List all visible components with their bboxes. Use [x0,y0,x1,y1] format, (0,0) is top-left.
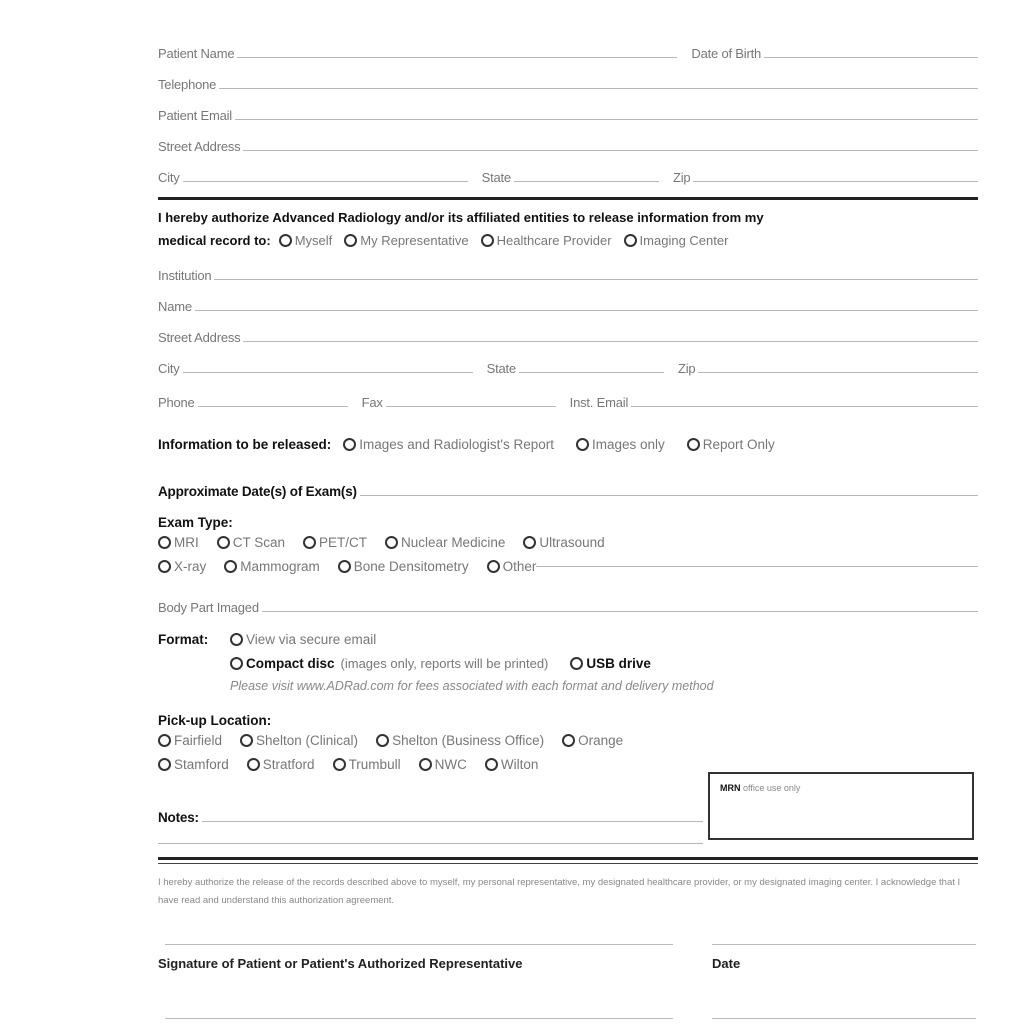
exam-x-ray[interactable] [158,559,206,574]
pickup-stamford[interactable] [158,757,229,772]
exam-type-row2 [158,554,978,578]
radio-icon [158,560,171,573]
pickup-orange[interactable] [562,733,623,748]
radio-icon [523,536,536,549]
authorization-line2: medical record to: [158,233,271,248]
option-label: View via secure email [246,631,377,647]
format-secure-email[interactable] [230,632,376,647]
recipient-city-field[interactable] [183,372,473,373]
info-images-only[interactable] [576,437,665,452]
fax-field[interactable] [386,406,556,407]
recipient-city-label: City [158,361,180,376]
option-label: Ultrasound [539,534,605,550]
radio-icon [570,657,583,670]
option-label: Other [502,558,537,574]
email-row [158,92,978,123]
radio-icon [333,758,346,771]
exam-other-field[interactable] [536,566,978,567]
exam-type-row1 [158,530,978,554]
office-use-box [708,772,974,840]
bottom-divider [158,857,978,860]
radio-icon [279,234,292,247]
option-label: Myself [294,233,333,248]
city-state-zip-row [158,154,978,185]
exam-mammogram[interactable] [224,559,320,574]
release-to-myself[interactable] [279,229,333,252]
authorization-line1: I hereby authorize Advanced Radiology and/or its affiliated entities to release information from my [158,210,764,225]
telephone-row [158,61,978,92]
notes-label: Notes: [158,810,199,825]
radio-icon [487,560,500,573]
exam-mri[interactable] [158,535,199,550]
compact-disc-note: (images only, reports will be printed) [340,655,549,671]
second-date-line[interactable] [712,1018,976,1019]
option-label: Mammogram [240,558,320,574]
pickup-nwc[interactable] [419,757,467,772]
notes-field[interactable] [202,821,703,822]
option-label: Wilton [500,756,539,772]
street-row [158,123,978,154]
option-label: NWC [434,756,467,772]
info-report-only[interactable] [687,437,775,452]
phone-field[interactable] [198,406,348,407]
exam-ct-scan[interactable] [217,535,285,550]
email-field[interactable] [235,119,978,120]
radio-icon [303,536,316,549]
radio-icon [485,758,498,771]
street-field[interactable] [243,150,978,151]
radio-icon [687,438,700,451]
option-label: Shelton (Clinical) [256,732,359,748]
institution-row [158,252,978,283]
option-label: Report Only [702,436,775,452]
option-label: Stratford [262,756,315,772]
option-label: USB drive [586,655,651,671]
option-label: Shelton (Business Office) [392,732,545,748]
phone-label: Phone [158,395,195,410]
approx-date-field[interactable] [360,495,978,496]
signature-date-label: Date [712,956,741,971]
format-usb-drive[interactable] [570,656,651,671]
patient-name-field[interactable] [237,57,677,58]
option-label: Stamford [174,756,229,772]
patient-name-row [158,30,978,61]
recipient-zip-field[interactable] [698,372,978,373]
pickup-shelton-clinical[interactable] [240,733,358,748]
recipient-street-row [158,314,978,345]
option-label: Images only [591,436,665,452]
option-label: Fairfield [174,732,223,748]
radio-icon [385,536,398,549]
date-line[interactable] [712,944,976,945]
info-released-label: Information to be released: [158,436,332,452]
inst-email-field[interactable] [631,406,978,407]
pickup-wilton[interactable] [485,757,539,772]
city-label: City [158,170,180,185]
radio-icon [576,438,589,451]
signature-line[interactable] [165,944,673,945]
radio-icon [240,734,253,747]
city-field[interactable] [183,181,468,182]
telephone-field[interactable] [219,88,978,89]
pickup-row1 [158,728,978,752]
state-field[interactable] [514,181,659,182]
format-row1 [158,627,978,651]
notes-row [158,794,703,825]
format-row2 [158,651,978,675]
exam-other[interactable] [487,559,537,574]
radio-icon [224,560,237,573]
telephone-label: Telephone [158,77,217,92]
recipient-state-label: State [486,361,516,376]
body-part-field[interactable] [262,611,978,612]
radio-icon [562,734,575,747]
info-released-row [158,432,978,456]
bottom-divider-thin [158,863,978,864]
release-to-representative[interactable] [344,229,468,252]
approx-date-label: Approximate Date(s) of Exam(s) [158,484,357,499]
body-part-row [158,584,978,615]
recipient-state-field[interactable] [519,372,664,373]
option-label: Compact disc [246,655,335,671]
section-divider [158,197,978,200]
release-to-imaging-center[interactable] [624,229,729,252]
radio-icon [419,758,432,771]
street-label: Street Address [158,139,241,154]
dob-field[interactable] [764,57,978,58]
patient-name-label: Patient Name [158,46,235,61]
second-signature-line[interactable] [165,1018,673,1019]
radio-icon [247,758,260,771]
format-compact-disc[interactable] [230,656,335,671]
body-part-label: Body Part Imaged [158,600,259,615]
option-label: Healthcare Provider [496,233,612,248]
exam-type-title: Exam Type: [158,515,233,530]
pickup-stratford[interactable] [247,757,315,772]
fees-note: Please visit www.ADRad.com for fees associated with each format and delivery method [230,679,714,693]
institution-field[interactable] [214,279,978,280]
option-label: My Representative [360,233,469,248]
authorization-statement [158,206,978,252]
option-label: Imaging Center [639,233,729,248]
state-label: State [481,170,511,185]
radio-icon [624,234,637,247]
recipient-zip-label: Zip [677,361,696,376]
pickup-title: Pick-up Location: [158,713,272,728]
radio-icon [158,734,171,747]
pickup-fairfield[interactable] [158,733,222,748]
radio-icon [338,560,351,573]
institution-label: Institution [158,268,212,283]
recipient-city-row [158,345,978,376]
exam-ultrasound[interactable] [523,535,604,550]
release-to-provider[interactable] [481,229,612,252]
option-label: Trumbull [348,756,401,772]
pickup-trumbull[interactable] [333,757,401,772]
recipient-name-label: Name [158,299,192,314]
radio-icon [344,234,357,247]
mrn-label: MRN [720,783,741,793]
zip-label: Zip [672,170,691,185]
recipient-name-field[interactable] [195,310,978,311]
dob-label: Date of Birth [691,46,762,61]
fax-label: Fax [361,395,383,410]
radio-icon [343,438,356,451]
option-label: Nuclear Medicine [401,534,506,550]
pickup-shelton-business[interactable] [376,733,544,748]
radio-icon [158,758,171,771]
format-label: Format: [158,631,209,647]
option-label: PET/CT [319,534,368,550]
radio-icon [230,633,243,646]
option-label: CT Scan [232,534,286,550]
notes-field-2[interactable] [158,843,703,844]
option-label: X-ray [174,558,207,574]
exam-bone-densitometry[interactable] [338,559,469,574]
recipient-street-field[interactable] [243,341,978,342]
inst-email-label: Inst. Email [569,395,629,410]
option-label: Bone Densitometry [353,558,469,574]
radio-icon [481,234,494,247]
zip-field[interactable] [693,181,978,182]
signature-label: Signature of Patient or Patient's Authorized Representative [158,956,523,971]
recipient-name-row [158,283,978,314]
radio-icon [158,536,171,549]
radio-icon [217,536,230,549]
radio-icon [230,657,243,670]
radio-icon [376,734,389,747]
exam-pet-ct[interactable] [303,535,367,550]
notes-row-2 [158,825,703,847]
recipient-street-label: Street Address [158,330,241,345]
option-label: Orange [578,732,624,748]
info-images-and-report[interactable] [343,437,554,452]
office-use-note: office use only [743,783,801,793]
option-label: MRI [174,534,199,550]
email-label: Patient Email [158,108,232,123]
option-label: Images and Radiologist's Report [359,436,554,452]
approx-date-row [158,468,978,499]
consent-text: I hereby authorize the release of the records described above to myself, my personal representative, my designated healthcare provider, or my designated imaging center. I acknowledge that I have read and understand this authorization agreement. [158,877,961,906]
exam-nuclear-medicine[interactable] [385,535,505,550]
recipient-contact-row [158,376,978,410]
